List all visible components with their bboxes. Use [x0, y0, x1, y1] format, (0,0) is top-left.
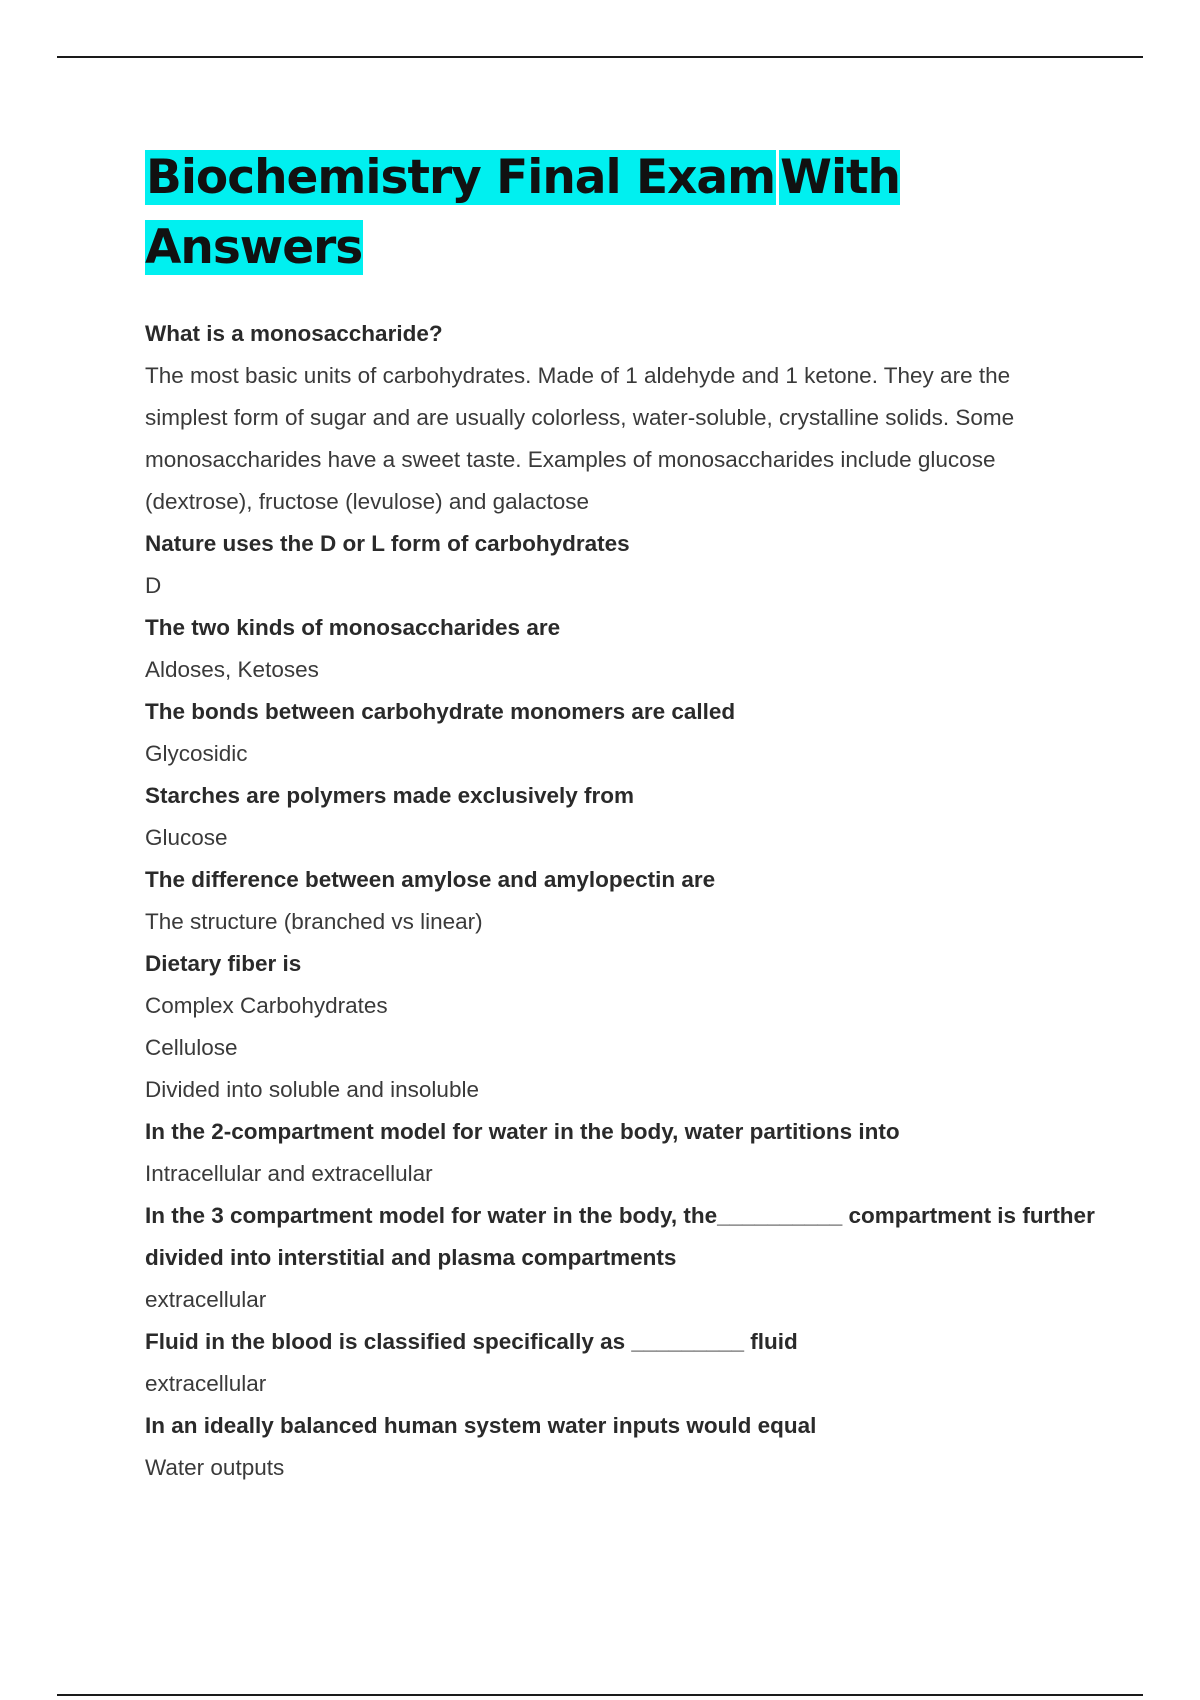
- qa-item: [145, 1321, 1095, 1405]
- answer-text: Divided into soluble and insoluble: [145, 1077, 479, 1102]
- answer-text: Cellulose: [145, 1035, 238, 1060]
- question-text: The bonds between carbohydrate monomers are called: [145, 699, 736, 724]
- question-text: Fluid in the blood is classified specifically as _________ fluid: [145, 1329, 798, 1354]
- question-text: Nature uses the D or L form of carbohydrates: [145, 531, 630, 556]
- document-title: [145, 143, 1095, 283]
- answer-text: The structure (branched vs linear): [145, 909, 483, 934]
- title-highlight-1: Biochemistry Final Exam: [146, 150, 776, 205]
- qa-item: [145, 775, 1095, 859]
- qa-item: [145, 523, 1095, 607]
- qa-item: [145, 1111, 1095, 1195]
- answer-text: Glycosidic: [145, 741, 248, 766]
- answer-text: Aldoses, Ketoses: [145, 657, 319, 682]
- qa-item: [145, 943, 1095, 1111]
- question-text: In the 3 compartment model for water in the body, the__________ compartment is further divided into interstitial and plasma compartments: [145, 1203, 1095, 1270]
- answer-text: simplest form of sugar and are usually colorless, water-soluble, crystalline solids. Some: [145, 405, 1015, 430]
- title-highlight-2: With Answers: [145, 150, 900, 275]
- question-text: In the 2-compartment model for water in the body, water partitions into: [145, 1119, 900, 1144]
- qa-item: [145, 691, 1095, 775]
- answer-text: Glucose: [145, 825, 228, 850]
- answer-text: monosaccharides have a sweet taste. Examples of monosaccharides include glucose: [145, 447, 996, 472]
- answer-text: Water outputs: [145, 1455, 285, 1480]
- question-text: The difference between amylose and amylopectin are: [145, 867, 716, 892]
- answer-text: Complex Carbohydrates: [145, 993, 388, 1018]
- qa-item: [145, 607, 1095, 691]
- qa-item: [145, 859, 1095, 943]
- question-text: The two kinds of monosaccharides are: [145, 615, 561, 640]
- answer-text: D: [145, 573, 162, 598]
- question-text: Starches are polymers made exclusively from: [145, 783, 635, 808]
- answer-text: extracellular: [145, 1371, 267, 1396]
- question-text: What is a monosaccharide?: [145, 321, 443, 346]
- top-rule: [57, 56, 1143, 58]
- qa-item: [145, 313, 1095, 523]
- qa-list: [145, 313, 1095, 1489]
- qa-item: [145, 1405, 1095, 1489]
- answer-text: Intracellular and extracellular: [145, 1161, 433, 1186]
- qa-item: [145, 1195, 1095, 1321]
- answer-text: (dextrose), fructose (levulose) and galactose: [145, 489, 589, 514]
- document-body: [145, 143, 1095, 1489]
- answer-text: extracellular: [145, 1287, 267, 1312]
- question-text: In an ideally balanced human system water inputs would equal: [145, 1413, 817, 1438]
- bottom-rule: [57, 1694, 1143, 1696]
- answer-text: The most basic units of carbohydrates. Made of 1 aldehyde and 1 ketone. They are the: [145, 363, 1011, 388]
- question-text: Dietary fiber is: [145, 951, 302, 976]
